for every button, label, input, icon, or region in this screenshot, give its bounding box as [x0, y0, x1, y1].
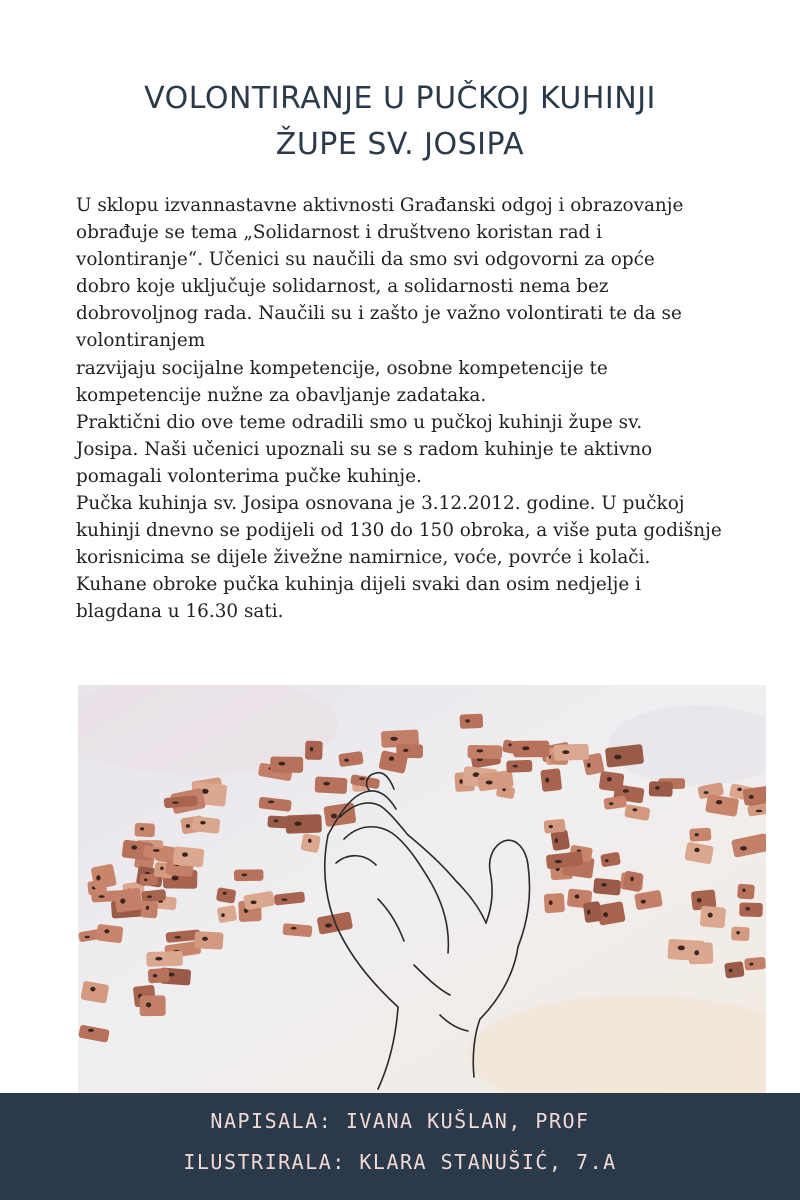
face-eye	[746, 907, 751, 910]
face-eye	[153, 974, 157, 977]
face-eye	[325, 923, 332, 927]
face-eye	[603, 912, 608, 917]
face-eye	[737, 788, 742, 791]
face-cutout	[234, 869, 264, 881]
body-line: Josipa. Naši učenici upoznali su se s radom kuhinje te aktivno	[76, 438, 653, 460]
face-cutout	[315, 776, 348, 794]
face-eye	[716, 800, 722, 804]
face-eye	[153, 849, 160, 852]
face-eye	[331, 814, 337, 819]
title-line-2: ŽUPE SV. JOSIPA	[275, 127, 525, 162]
face-eye	[630, 877, 634, 882]
body-line: Praktični dio ove teme odradili smo u pučkoj kuhinji župe sv.	[76, 411, 643, 433]
face-eye	[308, 839, 312, 843]
face-cutout	[731, 927, 750, 942]
face-eye	[756, 810, 763, 813]
body-line: U sklopu izvannastavne aktivnosti Građanski odgoj i obrazovanje	[76, 195, 684, 216]
face-eye	[549, 900, 553, 905]
face-cutout	[599, 771, 625, 792]
face-eye	[274, 820, 279, 823]
face-eye	[268, 801, 274, 804]
body-line: blagdana u 16.30 sati.	[76, 601, 284, 623]
body-line: Pučka kuhinja sv. Josipa osnovana je 3.12.2012. godine. U pučkoj	[76, 493, 685, 515]
face-cutout	[305, 741, 323, 760]
body-line: dobrovoljnog rada. Naučili su i zašto je važno volontirati te da se	[76, 303, 682, 325]
face-cutout	[96, 924, 124, 944]
face-eye	[85, 936, 90, 938]
face-cutout	[739, 902, 763, 917]
face-cutout	[700, 906, 726, 929]
face-eye	[323, 782, 329, 786]
face-eye	[174, 936, 181, 938]
face-eye	[601, 883, 606, 887]
face-eye	[200, 821, 205, 825]
face-eye	[241, 874, 247, 877]
face-cutout	[148, 968, 170, 984]
body-line: kuhinji dnevno se podijeli od 130 do 150 obroka, a više puta godišnje	[76, 520, 722, 542]
face-cutout	[192, 816, 221, 834]
face-cutout	[622, 871, 643, 893]
face-eye	[605, 859, 609, 862]
face-eye	[513, 765, 518, 768]
face-cutout	[540, 768, 562, 792]
face-eye	[678, 946, 685, 951]
title-line-1: VOLONTIRANJE U PUČKOJ KUHINJI	[144, 81, 656, 116]
face-cutout	[285, 814, 322, 834]
face-eye	[729, 969, 733, 973]
face-eye	[144, 878, 148, 881]
author-credit: NAPISALA: IVANA KUŠLAN, PROF	[210, 1109, 590, 1133]
face-eye	[694, 848, 699, 852]
body-line: korisnicima se dijele živežne namirnice, voće, povrće i kolači.	[76, 547, 651, 569]
face-cutout	[649, 781, 673, 797]
face-eye	[310, 747, 313, 752]
face-cutout	[737, 884, 755, 900]
face-eye	[508, 743, 511, 746]
face-eye	[90, 987, 95, 992]
praying-hands-illustration	[78, 685, 766, 1093]
face-eye	[99, 895, 105, 898]
face-cutout	[217, 905, 238, 923]
face-cutout	[140, 900, 158, 918]
face-eye	[403, 749, 408, 752]
body-line: Kuhane obroke pučka kuhinja dijeli svaki dan osim nedjelje i	[76, 574, 641, 596]
face-eye	[140, 827, 144, 830]
body-line: razvijaju socijalne kompetencije, osobne kompetencije te	[76, 357, 608, 379]
face-eye	[459, 779, 463, 784]
face-eye	[294, 822, 301, 826]
face-eye	[736, 931, 740, 934]
face-eye	[614, 755, 621, 760]
face-eye	[291, 927, 297, 930]
article-body	[76, 192, 766, 626]
face-cutout	[467, 745, 502, 759]
face-eye	[623, 789, 629, 793]
face-eye	[632, 808, 637, 811]
face-eye	[609, 802, 613, 805]
face-eye	[155, 957, 162, 961]
body-line: volontiranje“. Učenici su naučili da smo svi odgovorni za opće	[76, 249, 655, 271]
face-eye	[695, 833, 699, 836]
face-cutout	[544, 893, 565, 913]
face-eye	[182, 852, 188, 856]
face-eye	[704, 791, 709, 794]
face-cutout	[134, 823, 155, 837]
face-eye	[749, 963, 753, 966]
face-cutout	[744, 957, 766, 971]
face-eye	[281, 898, 287, 901]
face-cutout	[270, 756, 303, 772]
face-eye	[120, 898, 125, 903]
face-eye	[202, 937, 208, 941]
face-cutout	[460, 714, 484, 729]
face-eye	[223, 892, 227, 895]
body-line: dobro koje uključuje solidarnost, a solidarnosti nema bez	[76, 276, 609, 298]
face-eye	[390, 737, 397, 741]
body-line: pomagali volonterima pučke kuhinje.	[76, 465, 422, 487]
face-eye	[545, 778, 549, 783]
face-eye	[708, 913, 713, 918]
face-eye	[641, 900, 646, 904]
face-cutout	[91, 864, 117, 890]
face-cutout	[554, 744, 589, 761]
face-cutout	[543, 819, 565, 834]
face-eye	[555, 838, 558, 843]
face-eye	[587, 910, 590, 915]
face-eye	[486, 781, 493, 785]
body-line: kompetencije nužne za obavljanje zadataka.	[76, 384, 487, 406]
face-eye	[555, 860, 562, 863]
face-eye	[221, 913, 225, 917]
face-eye	[389, 756, 394, 760]
face-eye	[279, 762, 286, 766]
face-cutout	[583, 901, 602, 923]
face-eye	[172, 876, 179, 881]
face-eye	[186, 824, 190, 828]
face-cutout	[724, 961, 745, 979]
face-cutout	[194, 931, 223, 950]
face-eye	[359, 778, 365, 780]
face-cutout	[146, 951, 183, 967]
face-eye	[549, 825, 553, 828]
face-eye	[694, 950, 699, 955]
face-eye	[131, 845, 137, 849]
credits-footer	[0, 1093, 800, 1200]
article-title	[0, 76, 800, 168]
face-eye	[607, 777, 612, 781]
face-eye	[96, 875, 100, 880]
body-line: obrađuje se tema „Solidarnost i društveno koristan rad i	[76, 222, 603, 244]
face-eye	[655, 786, 660, 790]
face-eye	[587, 763, 591, 768]
face-cutout	[688, 942, 713, 964]
face-eye	[465, 719, 470, 722]
face-eye	[522, 746, 529, 750]
face-eye	[160, 867, 164, 871]
face-eye	[476, 749, 483, 752]
face-cutout	[506, 760, 532, 773]
face-eye	[749, 795, 754, 799]
face-eye	[104, 929, 109, 933]
face-eye	[172, 802, 179, 804]
face-eye	[740, 846, 747, 850]
face-eye	[344, 759, 349, 762]
face-eye	[147, 895, 152, 898]
face-cutout	[689, 828, 711, 842]
face-cutout	[300, 833, 321, 853]
face-cutout	[173, 846, 205, 867]
face-eye	[697, 898, 702, 903]
face-eye	[251, 901, 257, 905]
illustrator-credit: ILUSTRIRALA: KLARA STANUŠIĆ, 7.A	[183, 1150, 617, 1174]
face-eye	[562, 750, 569, 754]
face-eye	[168, 973, 174, 977]
face-eye	[146, 906, 149, 910]
face-cutout	[140, 995, 166, 1016]
face-eye	[575, 894, 580, 898]
face-cutout	[593, 878, 621, 896]
face-eye	[88, 1029, 94, 1032]
body-line: volontiranjem	[76, 330, 206, 352]
face-cutout	[605, 744, 644, 768]
face-eye	[146, 1002, 151, 1007]
face-eye	[742, 889, 745, 893]
face-eye	[502, 788, 506, 791]
